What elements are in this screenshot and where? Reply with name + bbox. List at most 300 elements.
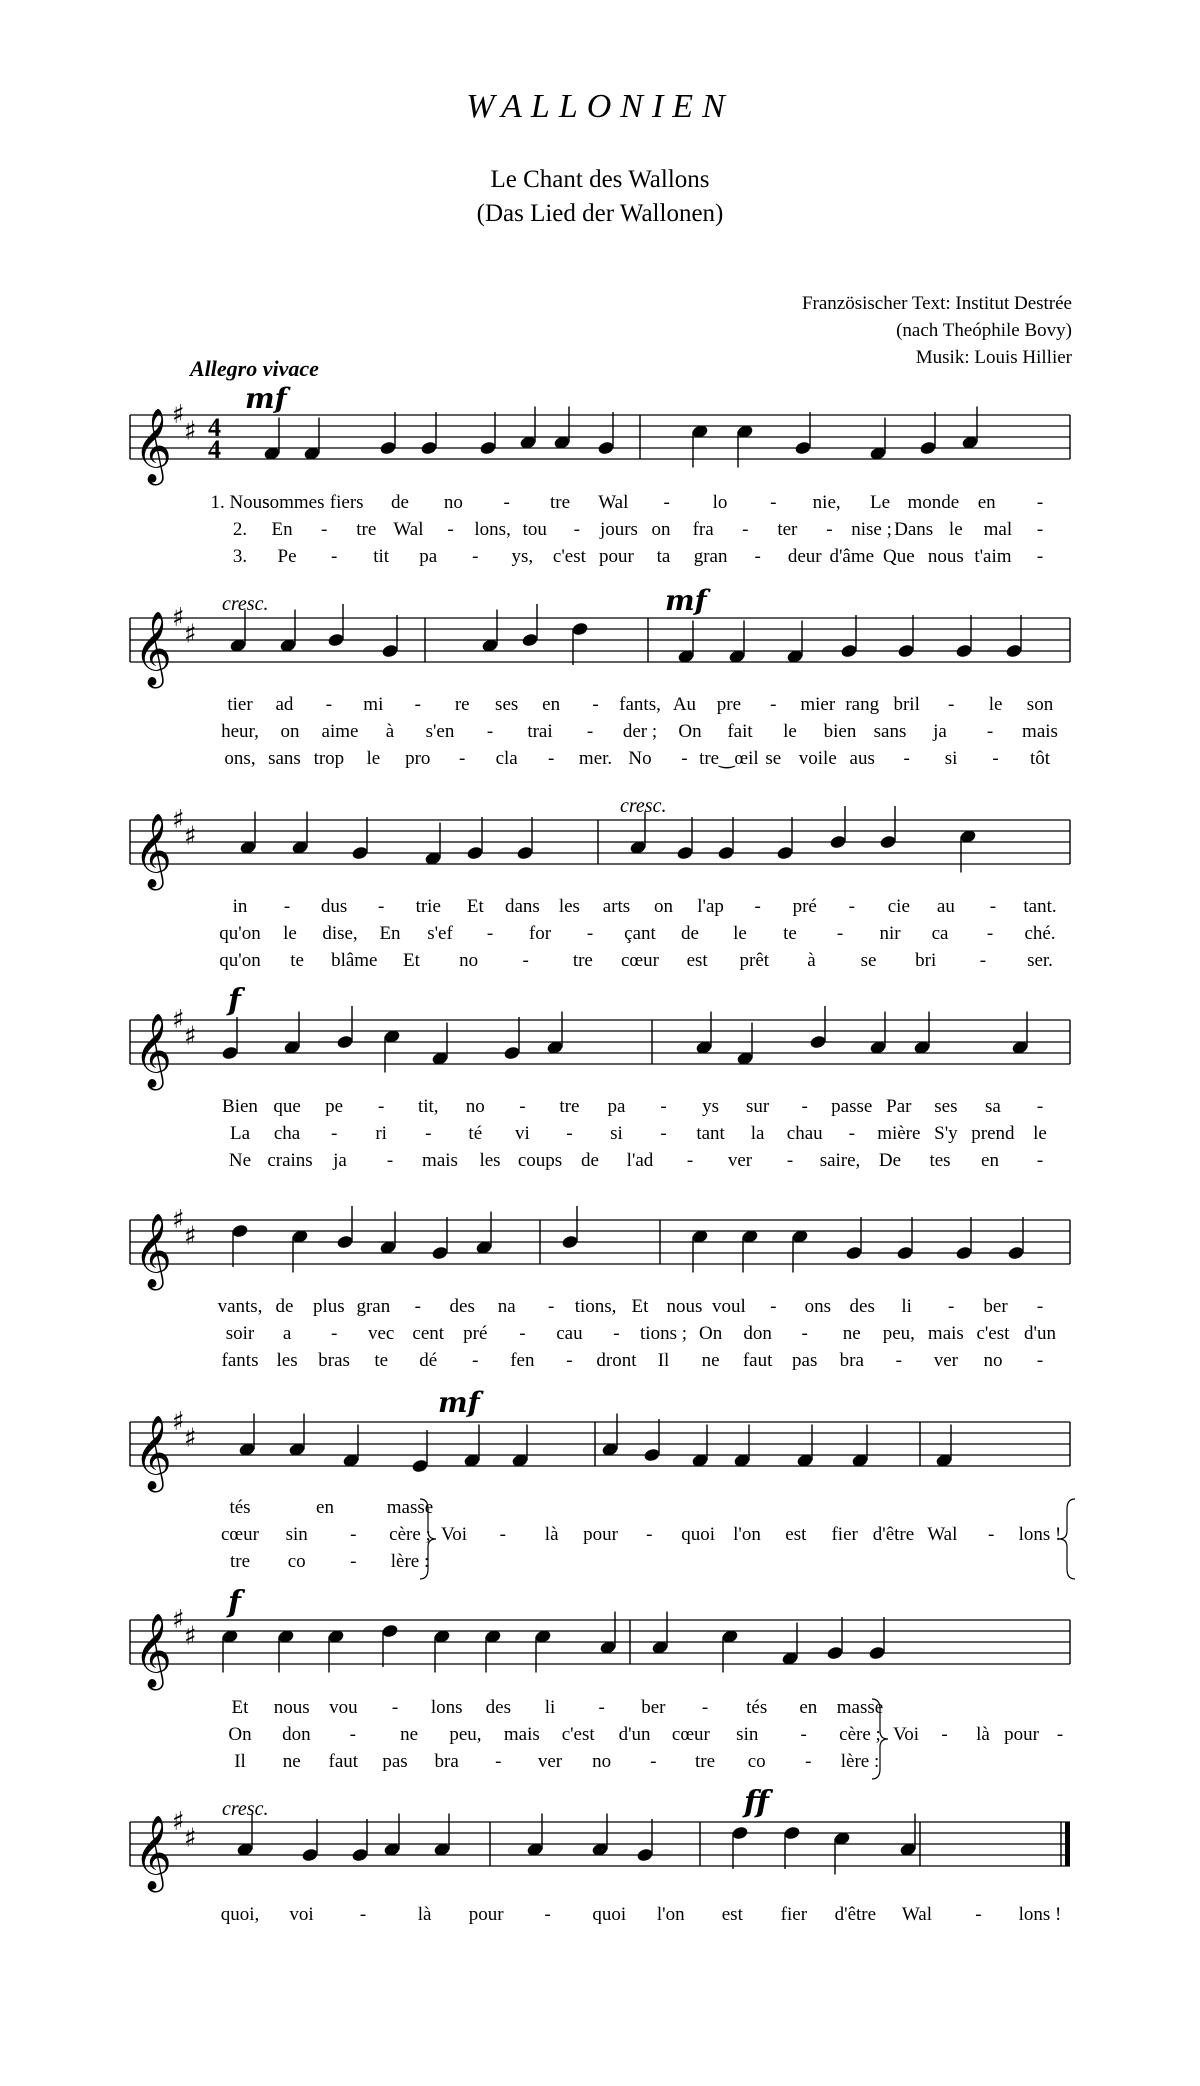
lyric-syllable: - — [986, 721, 994, 742]
lyric-syllable: trop — [313, 748, 345, 769]
lyric-syllable: sin — [285, 1524, 308, 1545]
treble-clef-icon: 𝄞 — [134, 1014, 172, 1088]
lyric-syllable: Il — [657, 1350, 670, 1371]
lyric-syllable: est — [686, 950, 708, 971]
lyric-syllable: - — [330, 1123, 338, 1144]
lyric-syllable: - — [805, 1751, 812, 1772]
lyric-syllable: - — [414, 694, 421, 715]
refrain-syllable: pour — [583, 1524, 618, 1545]
lyric-syllable: - — [349, 1724, 356, 1745]
cresc-marking: cresc. — [222, 593, 269, 615]
treble-clef-icon: 𝄞 — [134, 1816, 172, 1890]
lyric-syllable: cha — [273, 1123, 301, 1144]
lyric-syllable: - — [486, 923, 494, 944]
lyric-syllable: aus — [849, 748, 875, 769]
lyric-syllable: ser. — [1027, 950, 1053, 971]
sharp-icon: ♯ — [184, 1621, 197, 1652]
lyric-syllable: peu, — [449, 1724, 482, 1745]
lyric-syllable: ver — [727, 1150, 753, 1171]
note-head — [897, 643, 915, 658]
lyric-syllable: der ; — [622, 721, 658, 742]
lyric-syllable: Wal — [901, 1904, 932, 1925]
lyric-syllable: en — [316, 1497, 334, 1518]
note-head — [597, 440, 615, 455]
lyric-syllable: no — [592, 1751, 612, 1772]
lyric-syllable: mais — [422, 1150, 458, 1171]
lyric-syllable: pré — [792, 896, 817, 917]
lyric-syllable: qu'on — [219, 923, 261, 944]
lyric-syllable: en — [542, 694, 561, 715]
lyric-syllable: - — [836, 923, 844, 944]
lyric-syllable: de — [581, 1150, 599, 1171]
lyric-syllable: se — [765, 748, 782, 769]
lyric-syllable: les — [558, 896, 580, 917]
treble-clef-icon: 𝄞 — [134, 814, 172, 888]
lyric-syllable: S'y — [934, 1123, 958, 1144]
lyric-syllable: deur — [787, 546, 822, 567]
lyric-syllable: si — [944, 748, 958, 769]
lyric-syllable: soir — [225, 1323, 255, 1344]
refrain-syllable: là — [544, 1524, 559, 1545]
lyric-syllable: cère ; — [389, 1524, 431, 1545]
lyric-syllable: qu'on — [219, 950, 261, 971]
lyric-syllable: sur — [746, 1096, 770, 1117]
lyric-syllable: son — [1026, 694, 1054, 715]
lyric-syllable: - — [801, 1096, 808, 1117]
lyric-syllable: ne — [842, 1323, 861, 1344]
lyric-syllable: se — [860, 950, 877, 971]
lyric-syllable: des — [849, 1296, 875, 1317]
treble-clef-icon: 𝄞 — [134, 409, 172, 483]
note-head — [521, 632, 539, 647]
lyric-syllable: bri — [915, 950, 937, 971]
note-head — [717, 845, 735, 860]
lyric-syllable: En — [379, 923, 401, 944]
staff-system — [130, 1807, 1070, 1893]
lyric-syllable: li — [901, 1296, 912, 1317]
lyric-syllable: lère : — [840, 1751, 880, 1772]
note-head — [840, 643, 858, 658]
lyric-syllable: l'on — [656, 1904, 685, 1925]
lyric-syllable: - — [681, 748, 688, 769]
note-head — [420, 440, 438, 455]
lyric-syllable: pas — [382, 1751, 408, 1772]
lyric-syllable: no — [443, 492, 463, 513]
lyric-syllable: ter — [777, 519, 798, 540]
refrain-syllable: Wal — [927, 1524, 958, 1545]
lyric-syllable: aime — [321, 721, 359, 742]
note-head — [351, 1847, 369, 1862]
lyric-syllable: - — [547, 1296, 555, 1317]
note-head — [466, 845, 484, 860]
lyric-syllable: - — [378, 1096, 385, 1117]
note-head — [503, 1045, 521, 1060]
staff-system — [130, 1605, 1070, 1691]
staff-system — [130, 1005, 1070, 1091]
lyric-syllable: Et — [466, 896, 484, 917]
lyric-syllable: ta — [656, 546, 671, 567]
lyric-syllable: pa — [607, 1096, 626, 1117]
lyric-syllable: Et — [231, 1697, 249, 1718]
lyric-syllable: - — [330, 1323, 338, 1344]
lyric-syllable: dront — [596, 1350, 637, 1371]
lyric-syllable: no — [983, 1350, 1003, 1371]
lyric-syllable: - — [663, 492, 670, 513]
refrain-syllable: pour — [1004, 1724, 1039, 1745]
lyric-syllable: faut — [328, 1751, 359, 1772]
lyric-syllable: tes — [929, 1150, 951, 1171]
lyric-syllable: vou — [329, 1697, 358, 1718]
lyric-syllable: - — [826, 519, 833, 540]
lyric-syllable: de — [681, 923, 699, 944]
lyric-syllable: - — [986, 923, 994, 944]
lyric-syllable: Il — [234, 1751, 246, 1772]
lyric-syllable: là — [417, 1904, 432, 1925]
barline-final-thick — [1065, 1822, 1070, 1866]
lyric-syllable: in — [232, 896, 248, 917]
lyric-syllable: - — [848, 1123, 855, 1144]
lyric-syllable: cie — [887, 896, 910, 917]
lyric-syllable: çant — [624, 923, 656, 944]
lyric-syllable: ca — [931, 923, 949, 944]
lyric-syllable: vants, — [217, 1296, 263, 1317]
lyric-syllable: Ne — [228, 1150, 252, 1171]
lyric-syllable: don — [743, 1323, 772, 1344]
note-head — [845, 1245, 863, 1260]
lyric-syllable: - — [283, 896, 291, 917]
lyric-syllable: vi — [514, 1123, 530, 1144]
lyric-syllable: Wal — [393, 519, 424, 540]
sharp-icon: ♯ — [172, 400, 185, 430]
lyric-syllable: La — [229, 1123, 251, 1144]
lyric-syllable: On — [228, 1724, 252, 1745]
lyric-syllable: le — [366, 748, 381, 769]
lyric-syllable: nous — [666, 1296, 703, 1317]
lyric-syllable: - — [391, 1697, 399, 1718]
note-head — [479, 440, 497, 455]
cresc-marking: cresc. — [222, 1798, 269, 1820]
dynamic-mf: mf — [438, 1386, 480, 1419]
sharp-icon: ♯ — [184, 416, 197, 447]
lyric-syllable: - — [592, 694, 599, 715]
lyric-syllable: au — [936, 896, 955, 917]
lyric-syllable: Pe — [277, 546, 297, 567]
lyric-syllable: coups — [517, 1150, 563, 1171]
lyric-syllable: - — [547, 748, 555, 769]
note-head — [955, 1245, 973, 1260]
refrain-syllable: - — [646, 1524, 653, 1545]
lyric-syllable: - — [447, 519, 454, 540]
lyric-syllable: tôt — [1029, 748, 1051, 769]
lyric-syllable: quoi, — [220, 1904, 260, 1925]
lyric-syllable: mais — [1022, 721, 1058, 742]
note-head — [1007, 1245, 1025, 1260]
lyric-syllable: prêt — [739, 950, 770, 971]
lyric-syllable: cœur — [621, 950, 659, 971]
lyric-syllable: le — [783, 721, 797, 742]
lyric-syllable: na — [497, 1296, 516, 1317]
lyric-syllable: Que — [882, 546, 915, 567]
lyric-syllable: - — [801, 1323, 808, 1344]
lyric-syllable: - — [459, 748, 466, 769]
lyric-syllable: - — [650, 1751, 657, 1772]
lyric-syllable: pré — [463, 1323, 488, 1344]
lyric-syllable: - — [754, 896, 761, 917]
lyric-syllable: masse — [836, 1697, 884, 1718]
note-head — [826, 1645, 844, 1660]
lyric-syllable: ons — [804, 1296, 831, 1317]
lyric-syllable: en — [981, 1150, 999, 1171]
lyric-syllable: vec — [367, 1323, 395, 1344]
lyric-syllable: Et — [402, 950, 420, 971]
note-head — [794, 440, 812, 455]
lyric-syllable: - — [1036, 546, 1044, 567]
lyric-syllable: jours — [599, 519, 638, 540]
lyric-syllable: crains — [267, 1150, 313, 1171]
lyric-syllable: tit — [373, 546, 390, 567]
lyric-syllable: les — [479, 1150, 501, 1171]
lyric-syllable: te — [783, 923, 797, 944]
lyric-syllable: tre — [229, 1551, 251, 1572]
lyric-syllable: - — [472, 546, 479, 567]
treble-clef-icon: 𝄞 — [134, 1214, 172, 1288]
lyric-syllable: tou — [522, 519, 547, 540]
lyric-syllable: gran — [356, 1296, 391, 1317]
lyric-syllable: - — [495, 1751, 502, 1772]
lyric-syllable: co — [747, 1751, 766, 1772]
lyric-syllable: l'ad — [626, 1150, 654, 1171]
lyric-syllable: cau — [556, 1323, 583, 1344]
lyric-syllable: tit, — [417, 1096, 439, 1117]
refrain-syllable: fier — [831, 1524, 858, 1545]
lyric-syllable: le — [988, 694, 1003, 715]
lyric-syllable: à — [807, 950, 816, 971]
lyric-syllable: - — [519, 1096, 526, 1117]
note-head — [431, 1245, 449, 1260]
lyric-syllable: pre — [716, 694, 742, 715]
treble-clef-icon: 𝄞 — [134, 1614, 172, 1688]
note-head — [868, 1645, 886, 1660]
lyric-syllable: rang — [845, 694, 880, 715]
lyric-syllable: ne — [400, 1724, 419, 1745]
note-head — [336, 1234, 354, 1249]
lyric-syllable: ver — [537, 1751, 563, 1772]
lyric-syllable: sommes — [262, 492, 325, 513]
refrain-syllable: - — [1056, 1724, 1064, 1745]
lyric-syllable: - — [586, 923, 594, 944]
lyric-syllable: tre — [559, 1096, 580, 1117]
lyric-syllable: masse — [386, 1497, 434, 1518]
credit-music: Musik: Louis Hillier — [915, 347, 1072, 368]
lyric-syllable: lons, — [474, 519, 511, 540]
refrain-syllable: l'on — [733, 1524, 761, 1545]
lyric-syllable: arts — [602, 896, 631, 917]
lyric-syllable: Bien — [222, 1096, 258, 1117]
note-head — [327, 632, 345, 647]
lyric-syllable: 3. — [232, 546, 248, 567]
lyric-syllable: - — [895, 1350, 902, 1371]
note-head — [561, 1234, 579, 1249]
lyric-syllable: est — [721, 1904, 743, 1925]
note-head — [411, 1458, 429, 1473]
refrain-syllable: lons ! — [1018, 1524, 1062, 1545]
lyric-syllable: tant — [696, 1123, 725, 1144]
lyric-syllable: - — [1036, 1350, 1044, 1371]
lyric-syllable: mais — [503, 1724, 540, 1745]
lyric-syllable: bra — [434, 1751, 459, 1772]
dynamic-mf: mf — [665, 584, 707, 617]
lyric-syllable: fier — [780, 1904, 808, 1925]
note-head — [955, 643, 973, 658]
lyric-syllable: fait — [727, 721, 753, 742]
sharp-icon: ♯ — [184, 1423, 197, 1454]
lyric-syllable: - — [519, 1323, 526, 1344]
brace-icon — [1059, 1499, 1075, 1579]
lyric-syllable: tre — [549, 492, 571, 513]
lyric-syllable: - — [613, 1323, 620, 1344]
lyric-syllable: no — [465, 1096, 485, 1117]
sharp-icon: ♯ — [172, 1605, 185, 1635]
lyric-syllable: li — [544, 1697, 556, 1718]
lyric-syllable: voile — [798, 748, 837, 769]
lyric-syllable: co — [287, 1551, 306, 1572]
lyric-syllable: dans — [504, 896, 540, 917]
lyric-syllable: blâme — [331, 950, 378, 971]
lyric-syllable: faut — [742, 1350, 773, 1371]
lyric-syllable: sans — [268, 748, 301, 769]
note-head — [809, 1034, 827, 1049]
note-head — [571, 621, 589, 636]
lyric-syllable: cœur — [671, 1724, 710, 1745]
lyric-syllable: te — [374, 1350, 389, 1371]
lyric-syllable: cent — [412, 1323, 445, 1344]
lyric-syllable: pe — [325, 1096, 344, 1117]
note-head — [336, 1034, 354, 1049]
lyric-syllable: - — [903, 748, 910, 769]
lyric-syllable: bien — [823, 721, 857, 742]
lyric-syllable: ons, — [224, 748, 256, 769]
lyric-syllable: tés — [229, 1497, 251, 1518]
lyric-syllable: - — [979, 950, 987, 971]
treble-clef-icon: 𝄞 — [134, 1416, 172, 1490]
lyric-syllable: voul — [711, 1296, 746, 1317]
lyric-syllable: Au — [672, 694, 697, 715]
lyric-syllable: - — [386, 1150, 394, 1171]
lyric-syllable: - — [325, 694, 333, 715]
lyric-syllable: - — [1036, 492, 1044, 513]
lyric-syllable: ys — [702, 1096, 720, 1117]
note-head — [516, 845, 534, 860]
lyric-syllable: mier — [800, 694, 836, 715]
lyric-syllable: pa — [419, 546, 438, 567]
lyric-syllable: no — [459, 950, 479, 971]
dynamic-f: f — [228, 983, 241, 1018]
lyric-syllable: ber — [983, 1296, 1008, 1317]
lyric-syllable: ja — [933, 721, 947, 742]
lyric-syllable: On — [698, 1323, 723, 1344]
note-head — [231, 1223, 249, 1238]
lyric-syllable: - — [1036, 1296, 1044, 1317]
note-head — [643, 1447, 661, 1462]
refrain-syllable: est — [785, 1524, 807, 1545]
lyric-syllable: lère : — [390, 1551, 430, 1572]
treble-clef-icon: 𝄞 — [134, 612, 172, 686]
lyric-syllable: - — [330, 546, 338, 567]
refrain-syllable: quoi — [681, 1524, 716, 1545]
cresc-marking: cresc. — [620, 795, 667, 817]
lyric-syllable: sa — [985, 1096, 1001, 1117]
lyric-syllable: nir — [879, 923, 901, 944]
lyric-syllable: ys, — [511, 546, 534, 567]
lyric-syllable: - — [586, 721, 594, 742]
lyric-syllable: - — [414, 1296, 421, 1317]
lyric-syllable: on — [651, 519, 671, 540]
lyric-syllable: - — [503, 492, 510, 513]
lyric-syllable: on — [280, 721, 300, 742]
lyric-syllable: tre — [356, 519, 377, 540]
note-head — [676, 845, 694, 860]
lyric-syllable: des — [485, 1697, 511, 1718]
lyric-syllable: gran — [693, 546, 728, 567]
lyric-syllable: sans — [873, 721, 907, 742]
note-head — [896, 1245, 914, 1260]
lyric-syllable: ber — [641, 1697, 666, 1718]
sharp-icon: ♯ — [172, 1205, 185, 1235]
lyric-syllable: d'un — [1024, 1323, 1056, 1344]
lyric-syllable: tés — [746, 1697, 768, 1718]
lyric-syllable: - — [770, 694, 777, 715]
refrain-syllable: Voi — [892, 1724, 920, 1745]
lyric-syllable: sin — [736, 1724, 759, 1745]
lyric-syllable: - — [359, 1904, 367, 1925]
lyric-syllable: mi — [363, 694, 384, 715]
lyric-syllable: re — [454, 694, 470, 715]
lyric-syllable: plus — [313, 1296, 345, 1317]
lyric-syllable: nise ; — [851, 519, 892, 540]
credit-after: (nach Theóphile Bovy) — [896, 320, 1072, 341]
note-head — [381, 643, 399, 658]
lyric-syllable: bra — [839, 1350, 864, 1371]
note-head — [636, 1847, 654, 1862]
lyric-syllable: dé — [419, 1350, 438, 1371]
lyric-syllable: - — [425, 1123, 432, 1144]
lyric-syllable: peu, — [882, 1323, 915, 1344]
staff-system — [130, 1407, 1070, 1493]
lyric-syllable: que — [273, 1096, 301, 1117]
lyric-syllable: on — [654, 896, 674, 917]
refrain-syllable: - — [499, 1524, 506, 1545]
lyric-syllable: ver — [933, 1350, 959, 1371]
lyric-syllable: t'aim — [974, 546, 1012, 567]
lyric-syllable: mière — [877, 1123, 921, 1144]
staff-system — [130, 1205, 1070, 1291]
lyric-syllable: 1. Nous — [210, 492, 270, 513]
lyric-syllable: tier — [227, 694, 253, 715]
lyric-syllable: l'ap — [697, 896, 724, 917]
subtitle-german: (Das Lied der Wallonen) — [476, 200, 724, 227]
lyric-syllable: tre — [694, 1751, 716, 1772]
sharp-icon: ♯ — [184, 821, 197, 852]
lyric-syllable: ché. — [1024, 923, 1056, 944]
note-head — [731, 1825, 749, 1840]
lyric-syllable: - — [598, 1697, 605, 1718]
lyric-syllable: - — [544, 1904, 551, 1925]
lyric-syllable: d'un — [618, 1724, 651, 1745]
lyric-syllable: voi — [289, 1904, 314, 1925]
lyric-syllable: - — [1036, 519, 1044, 540]
lyric-syllable: ses — [495, 694, 519, 715]
lyric-syllable: mal — [983, 519, 1013, 540]
